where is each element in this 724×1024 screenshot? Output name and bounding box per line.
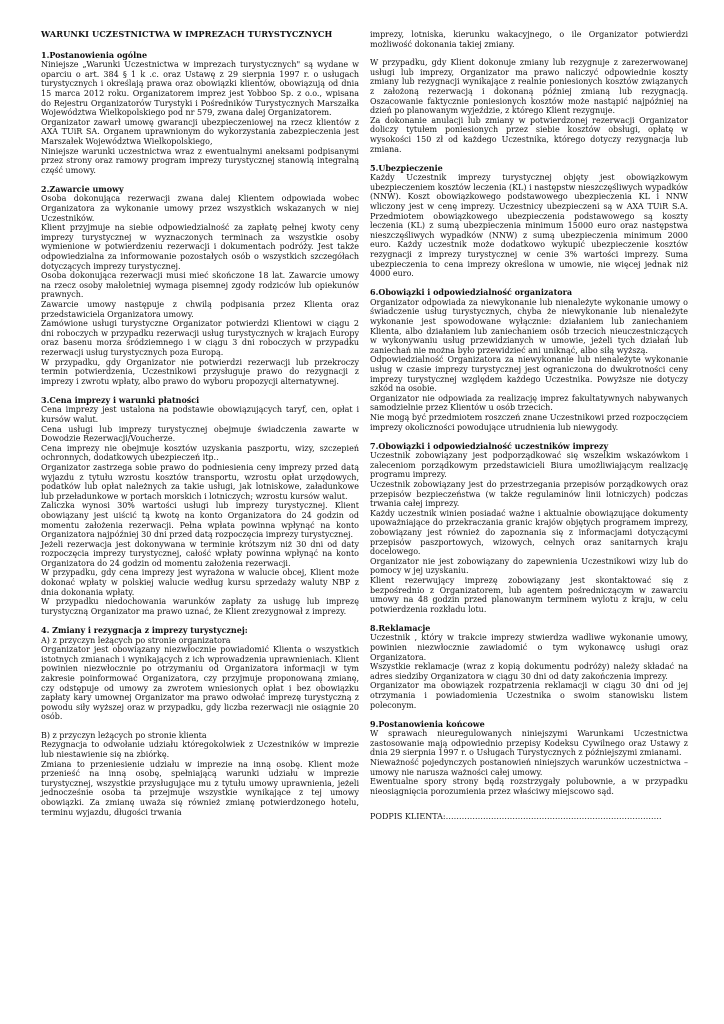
paragraph: W przypadku, gdy Klient dokonuje zmiany lub rezygnuje z zarezerwowanej usługi lub imprezy, Organizator ma prawo naliczyć odpowiednie koszty zmiany lub rezygnacji wynikające z realnie poniesionych kosztów związanych z założoną rezerwacją i dokonaną później zmianą lub rezygnacją. Oszacowanie faktycznie poniesionych kosztów może nastąpić najpóźniej na dzień po planowanym wyjeździe, z którego Klient rezygnuje. bbox=[370, 58, 688, 116]
paragraph: Uczestnik zobowiązany jest podporządkować się wszelkim wskazówkom i zaleceniom porządkowym przedstawicieli Biura umożliwiającym realizację programu imprezy. bbox=[370, 451, 688, 480]
paragraph: B) z przyczyn leżących po stronie klienta bbox=[41, 730, 207, 740]
section-heading: 4. Zmiany i rezygnacja z imprezy turystycznej: bbox=[41, 624, 248, 635]
paragraph: Cena imprezy jest ustalona na podstawie obowiązujących taryf, cen, opłat i kursów walut. bbox=[41, 405, 359, 424]
paragraph: Cena usługi lub imprezy turystycznej obejmuje świadczenia zawarte w Dowodzie Rezerwacji/Voucherze. bbox=[41, 424, 359, 444]
section-heading: 8.Reklamacje bbox=[370, 622, 431, 633]
paragraph: Organizator zawarł umowę gwarancji ubezpieczeniowej na rzecz klientów z AXA TUiR SA. Organem uprawnionym do wykorzystania zabezpieczenia jest Marszałek Województwa Wielkopolskiego, bbox=[41, 117, 359, 146]
section-heading: 6.Obowiązki i odpowiedzialność organizatora bbox=[370, 287, 573, 298]
paragraph: Cena imprezy nie obejmuje kosztów uzyskania paszportu, wizy, szczepień ochronnych, dodatkowych ubezpieczeń itp.. bbox=[41, 443, 359, 463]
section-contract-conclusion bbox=[41, 185, 359, 386]
continuation-block bbox=[370, 30, 688, 154]
section-organizer-obligations bbox=[370, 288, 688, 432]
paragraph: Każdy uczestnik winien posiadać ważne i aktualnie obowiązujące dokumenty upoważniające do przekraczania granic krajów objętych programem imprezy, zobowiązany jest również do zapoznania się z informacjami dotyczącymi przepisów paszportowych, wizowych, celnych oraz sanitarnych kraju docelowego. bbox=[370, 508, 688, 557]
section-heading: 3.Cena imprezy i warunki płatności bbox=[41, 394, 200, 405]
paragraph: Każdy Uczestnik imprezy turystycznej objęty jest obowiązkowym ubezpieczeniem kosztów leczenia (KL) i następstw nieszczęśliwych wypadków (NNW). Koszt obowiązkowego podstawowego ubezpieczenia KL i NNW wliczony jest w cenę imprezy. Uczestnicy ubezpieczeni są w AXA TUiR S.A. Przedmiotem obowiązkowego ubezpieczenia podstawowego są koszty leczenia (KL) z sumą ubezpieczenia minimum 15000 euro oraz następstwa nieszczęśliwych wypadków (NNW) z sumą ubezpieczenia minimum 2000 euro. Każdy uczestnik może dodatkowo wykupić ubezpieczenie kosztów rezygnacji z imprezy turystycznej w cenie 3% wartości imprezy. Suma ubezpieczenia to cena imprezy określona w umowie, nie więcej jednak niż 4000 euro. bbox=[370, 173, 688, 279]
section-price-payment bbox=[41, 396, 359, 617]
section-heading: 5.Ubezpieczenie bbox=[370, 162, 443, 173]
paragraph: Organizator zastrzega sobie prawo do podniesienia ceny imprezy przed datą wyjazdu z tytułu wzrostu kosztów transportu, wzrostu opłat urzędowych, podatków lub opłat należnych za takie usługi, jak lotniskowe, załadunkowe lub przeładunkowe w portach morskich i lotniczych; wzrostu kursów walut. bbox=[41, 462, 359, 501]
paragraph: Zamówione usługi turystyczne Organizator potwierdzi Klientowi w ciągu 2 dni roboczych w przypadku rezerwacji usług turystycznych w krajach Europy oraz basenu morza śródziemnego i w ciągu 3 dni roboczych w przypadku rezerwacji usług turystycznych poza Europą. bbox=[41, 319, 359, 357]
paragraph: W przypadku, gdy cena imprezy jest wyrażona w walucie obcej, Klient może dokonać wpłaty w polskiej walucie według kursu sprzedaży waluty NBP z dnia dokonania wpłaty. bbox=[41, 568, 359, 597]
paragraph: Jeżeli rezerwacja jest dokonywana w terminie krótszym niż 30 dni od daty rozpoczęcia imprezy turystycznej, całość wpłaty powinna wpłynąć na konto Organizatora do 24 godzin od momentu założenia rezerwacji. bbox=[41, 539, 359, 568]
left-column bbox=[41, 30, 359, 827]
paragraph: Osoba dokonująca rezerwacji zwana dalej Klientem odpowiada wobec Organizatora za wykonanie umowy przez wszystkich wskazanych w niej Uczestników. bbox=[41, 194, 359, 223]
paragraph: Za dokonanie anulacji lub zmiany w potwierdzonej rezerwacji Organizator doliczy tytułem poniesionych przez siebie kosztów obsługi, opłatę w wysokości 150 zł od każdego Uczestnika, którego dotyczy rezygnacja lub zmiana. bbox=[370, 115, 688, 154]
paragraph: Osoba dokonująca rezerwacji musi mieć skończone 18 lat. Zawarcie umowy na rzecz osoby małoletniej wymaga pisemnej zgody rodziców lub opiekunów prawnych. bbox=[41, 271, 359, 300]
paragraph: Organizator odpowiada za niewykonanie lub nienależyte wykonanie umowy o świadczenie usług turystycznych, chyba że niewykonanie lub nienależyte wykonanie jest spowodowane wyłącznie: działaniem lub zaniechaniem Klienta, albo działaniem lub zaniechaniem osób trzecich nieuczestniczących w wykonywaniu usług przewidzianych w umowie, jeżeli tych działań lub zaniechań nie można było przewidzieć ani uniknąć, albo siłą wyższą. bbox=[370, 297, 688, 355]
paragraph: W przypadku, gdy Organizator nie potwierdzi rezerwacji lub przekroczy termin potwierdzenia, Uczestnikowi przysługuje prawo do rezygnacji z imprezy i zwrotu wpłaty, albo prawo do wyboru propozycji alternatywnej. bbox=[41, 357, 359, 386]
paragraph: Organizator jest obowiązany niezwłocznie powiadomić Klienta o wszystkich istotnych zmianach i wynikających z ich wprowadzenia uprawnieniach. Klient powinien niezwłocznie po otrzymaniu od Organizatora informacji w tym zakresie poinformować Organizatora, czy przyjmuje proponowaną zmianę, czy odstępuje od umowy za zwrotem wniesionych opłat i bez obowiązku zapłaty kary umownej Organizator ma prawo odwołać imprezę turystyczną z powodu siły wyższej oraz w przypadku, gdy liczba rezerwacji nie osiągnie 20 osób. bbox=[41, 645, 359, 722]
paragraph: Rezygnacja to odwołanie udziału któregokolwiek z Uczestników w imprezie lub niestawienie się na zbiórkę. bbox=[41, 740, 359, 760]
section-heading: 9.Postanowienia końcowe bbox=[370, 718, 485, 729]
section-changes-resignation bbox=[41, 626, 359, 817]
paragraph: Zaliczka wynosi 30% wartości usługi lub imprezy turystycznej. Klient obowiązany jest uiścić tą kwotę na konto Organizatora do 24 godzin od momentu założenia rezerwacji. Pełna wpłata powinna wpłynąć na konto Organizatora najpóźniej 30 dni przed datą rozpoczęcia imprezy turystycznej. bbox=[41, 501, 359, 540]
paragraph: Niniejsze „Warunki Uczestnictwa w imprezach turystycznych" są wydane w oparciu o art. 384 § 1 k .c. oraz Ustawę z 29 sierpnia 1997 r. o usługach turystycznych i określają prawa oraz obowiązki klientów, obowiązują od dnia 15 marca 2012 roku. Organizatorem imprez jest Yobboo Sp. z o.o., wpisana do Rejestru Organizatorów Turystyki i Pośredników Turystycznych Marszałka Województwa Wielkopolskiego pod nr 579, zwana dalej Organizatorem. bbox=[41, 60, 359, 118]
paragraph: Nie mogą być przedmiotem roszczeń znane Uczestnikowi przed rozpoczęciem imprezy okoliczności powodujące utrudnienia lub niewygody. bbox=[370, 412, 688, 432]
paragraph: Zmiana to przeniesienie udziału w imprezie na inną osobę. Klient może przenieść na inną osobę, spełniającą warunki udziału w imprezie turystycznej, wszystkie przysługujące mu z tytułu umowy uprawnienia, jeżeli jednocześnie osoba ta przejmuje wszystkie wynikające z tej umowy obowiązki. Za zmianę uważa się również zmianę potwierdzonego hotelu, terminu wyjazdu, długości trwania bbox=[41, 759, 359, 817]
paragraph: Klient przyjmuje na siebie odpowiedzialność za zapłatę pełnej kwoty ceny imprezy turystycznej w wyznaczonych terminach za wszystkie osoby wymienione w potwierdzeniu rezerwacji i dokumentach podróży. Jest także odpowiedzialna za informowanie pozostałych osób o wszystkich szczegółach dotyczących imprezy turystycznej. bbox=[41, 223, 359, 271]
paragraph: Uczestnik , który w trakcie imprezy stwierdza wadliwe wykonanie umowy, powinien niezwłocznie zawiadomić o tym wykonawcę usługi oraz Organizatora. bbox=[370, 633, 688, 662]
section-general-provisions bbox=[41, 51, 359, 176]
paragraph: Uczestnik zobowiązany jest do przestrzegania przepisów porządkowych oraz przepisów bezpieczeństwa (w także regulaminów linii lotniczych) podczas trwania całej imprezy. bbox=[370, 480, 688, 509]
paragraph: Zawarcie umowy następuje z chwilą podpisania przez Klienta oraz przedstawiciela Organizatora umowy. bbox=[41, 299, 359, 319]
paragraph: Wszystkie reklamacje (wraz z kopią dokumentu podróży) należy składać na adres siedziby Organizatora w ciągu 30 dni od daty zakończenia imprezy. bbox=[370, 662, 688, 681]
paragraph: Klient rezerwujący imprezę zobowiązany jest skontaktować się z bezpośrednio z Organizatorem, lub agentem pośredniczącym w zawarciu umowy na 48 godzin przed planowanym terminem wylotu z kraju, w celu potwierdzenia rozkładu lotu. bbox=[370, 575, 688, 614]
section-participant-obligations bbox=[370, 442, 688, 615]
document-title: WARUNKI UCZESTNICTWA W IMPREZACH TURYSTYCZNYCH bbox=[41, 29, 333, 39]
section-final-provisions bbox=[370, 720, 688, 797]
section-heading: 1.Postanowienia ogólne bbox=[41, 49, 148, 60]
paragraph: W przypadku niedochowania warunków zapłaty za usługę lub imprezę turystyczną Organizator ma prawo uznać, że Klient zrezygnował z imprezy. bbox=[41, 597, 359, 616]
section-insurance bbox=[370, 164, 688, 279]
paragraph: Ewentualne spory strony będą rozstrzygały polubownie, a w przypadku nieosiągnięcia porozumienia przez właściwy miejscowo sąd. bbox=[370, 777, 688, 796]
client-signature-line: PODPIS KLIENTA:……………………………………………………………………… bbox=[370, 812, 662, 822]
paragraph: Organizator ma obowiązek rozpatrzenia reklamacji w ciągu 30 dni od jej otrzymania i powiadomienia Uczestnika o swoim stanowisku listem poleconym. bbox=[370, 681, 688, 710]
paragraph: Organizator nie odpowiada za realizację imprez fakultatywnych nabywanych samodzielnie przez Klientów u osób trzecich. bbox=[370, 393, 688, 413]
paragraph: Niniejsze warunki uczestnictwa wraz z ewentualnymi aneksami podpisanymi przez strony oraz ramowy program imprezy turystycznej stanowią integralną część umowy. bbox=[41, 146, 359, 175]
paragraph: Organizator nie jest zobowiązany do zapewnienia Uczestnikowi wizy lub do pomocy w jej uzyskaniu. bbox=[370, 556, 688, 576]
section-heading: 7.Obowiązki i odpowiedzialność uczestników imprezy bbox=[370, 440, 609, 451]
paragraph: Nieważność pojedynczych postanowień niniejszych warunków uczestnictwa – umowy nie narusza ważności całej umowy. bbox=[370, 758, 688, 777]
paragraph: A) z przyczyn leżących po stronie organizatora bbox=[41, 635, 231, 645]
paragraph: W sprawach nieuregulowanych niniejszymi Warunkami Uczestnictwa zastosowanie mają odpowiednio przepisy Kodeksu Cywilnego oraz Ustawy z dnia 29 sierpnia 1997 r. o Usługach Turystycznych z późniejszymi zmianami. bbox=[370, 729, 688, 758]
paragraph: imprezy, lotniska, kierunku wakacyjnego, o ile Organizator potwierdzi możliwość dokonania takiej zmiany. bbox=[370, 30, 688, 49]
section-complaints bbox=[370, 624, 688, 710]
right-column bbox=[370, 30, 688, 822]
paragraph: Odpowiedzialność Organizatora za niewykonanie lub nienależyte wykonanie usług w czasie imprezy turystycznej jest ograniczona do dwukrotności ceny imprezy turystycznej względem każdego Uczestnika. Powyższe nie dotyczy szkód na osobie. bbox=[370, 355, 688, 394]
section-heading: 2.Zawarcie umowy bbox=[41, 183, 124, 194]
